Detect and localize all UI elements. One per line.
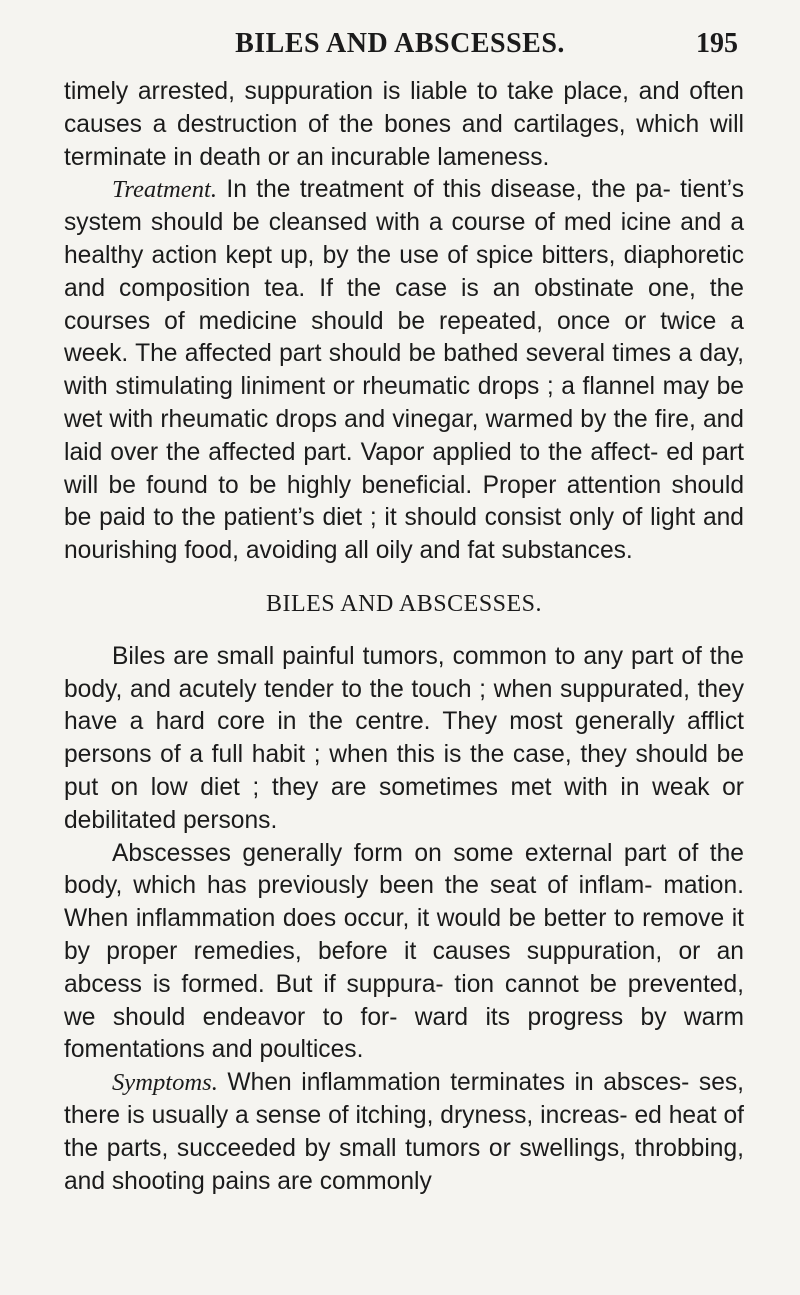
running-head [0, 28, 800, 68]
symptoms-text: When inflammation terminates in absces- ses, there is usually a sense of itching, dryness, increas- ed heat of the parts, succeeded by small tumors or swellings, throbbing, and shooting pains are commonly [64, 1069, 744, 1195]
paragraph-treatment [64, 174, 744, 568]
body-text [64, 76, 744, 1198]
treatment-text: In the treatment of this disease, the pa- tient’s system should be cleansed with a course of med icine and a healthy action kept up, by the use of spice bitters, diaphoretic and composition tea. If the case is an obstinate one, the courses of medicine should be repeated, once or twice a week. The affected part should be bathed several times a day, with stimulating liniment or rheumatic drops ; a flannel may be wet with rheumatic drops and vinegar, warmed by the fire, and laid over the affected part. Vapor applied to the affect- ed part will be found to be highly beneficial. Proper attention should be paid to the patient’s diet ; it should consist only of light and nourishing food, avoiding all oily and fat substances. [64, 176, 744, 565]
paragraph-symptoms [64, 1067, 744, 1198]
symptoms-label: Symptoms. [112, 1069, 218, 1097]
paragraph-abscesses: Abscesses generally form on some external part of the body, which has previously been the seat of inflam- mation. When inflammation does occur, it would be better to remove it by proper remedies, before it causes suppuration, or an abcess is formed. But if suppura- tion cannot be prevented, we should endeavor to for- ward its progress by warm fomentations and poultices. [64, 839, 744, 1064]
paragraph-biles: Biles are small painful tumors, common to any part of the body, and acutely tender to the touch ; when suppurated, they have a hard core in the centre. They most generally afflict persons of a full habit ; when this is the case, they should be put on low diet ; they are sometimes met with in weak or debilitated persons. [64, 642, 744, 834]
paragraph-continuation: timely arrested, suppuration is liable to take place, and often causes a destruction of the bones and cartilages, which will terminate in death or an incurable lameness. [64, 78, 744, 171]
page-number: 195 [696, 28, 738, 59]
section-heading: BILES AND ABSCESSES. [265, 590, 543, 617]
running-title: BILES AND ABSCESSES. [235, 28, 565, 59]
treatment-label: Treatment. [112, 176, 217, 204]
